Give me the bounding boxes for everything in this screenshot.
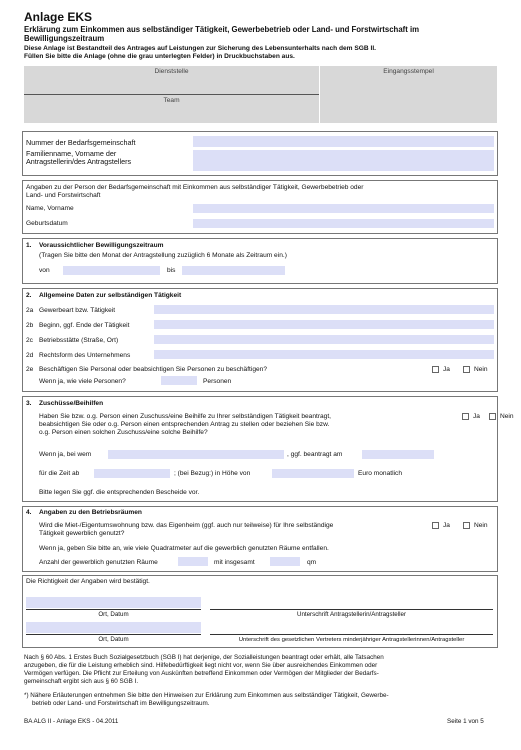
section-2-title: Allgemeine Daten zur selbständigen Tätigkeit [39,292,182,299]
bedarfsgemeinschaft-number-field[interactable] [193,136,494,147]
section-4-number: 4. [26,509,32,516]
person-intro-2: Land- und Forstwirtschaft [26,192,101,199]
qm-label: qm [307,559,317,566]
betrag-field[interactable] [272,469,354,478]
personen-label: Personen [203,378,232,385]
section-1-number: 1. [26,242,32,249]
ja-checkbox[interactable] [432,522,439,529]
section-4-question: Wird die Miet-/Eigentumswohnung bzw. das Eigenheim (ggf. auch nur teilweise) für Ihre selbständige [39,522,334,529]
place-date-line-2 [26,634,201,635]
section-3-title: Zuschüsse/Beihilfen [39,400,104,407]
bis-label: bis [167,267,176,274]
person-name-label: Name, Vorname [26,205,74,212]
row-2a-number: 2a [26,307,34,314]
row-2e-question: Beschäftigen Sie Personal oder beabsichtigen Sie Personen zu beschäftigen? [39,366,268,373]
birthdate-field[interactable] [193,219,494,228]
ja-checkbox[interactable] [432,366,439,373]
quadratmeter-field[interactable] [270,557,300,566]
bezug-label: ; (bei Bezug:) in Höhe von [174,470,251,477]
signature-line-2[interactable] [210,634,493,635]
beantragt-label: , ggf. beantragt am [287,451,343,458]
section-3-question: Haben Sie bzw. o.g. Person einen Zuschuss/eine Beihilfe zu Ihrer selbständigen Tätigkeit beantragt, [39,413,332,420]
place-date-field-2[interactable] [26,622,201,633]
section-3-number: 3. [26,400,32,407]
personen-count-field[interactable] [161,376,197,385]
place-date-line [26,609,201,610]
ja-label: Ja [443,366,450,373]
ja-label: Ja [443,522,450,529]
bei-wem-field[interactable] [108,450,284,459]
ort-datum-label-2: Ort, Datum [98,636,129,643]
beantragt-date-field[interactable] [362,450,434,459]
bei-wem-label: Wenn ja, bei wem [39,451,92,458]
geburtsdatum-label: Geburtsdatum [26,220,68,227]
zeit-ab-label: für die Zeit ab [39,470,80,477]
betriebsstaette-field[interactable] [154,335,494,344]
zeit-ab-field[interactable] [94,469,170,478]
nummer-label: Nummer der Bedarfsgemeinschaft [26,138,136,147]
form-number: BA ALG II - Anlage EKS - 04.2011 [24,718,119,725]
section-3-box [22,396,498,502]
section-4-question-2: Tätigkeit gewerblich genutzt? [39,530,125,537]
person-name-field[interactable] [193,204,494,213]
ja-label: Ja [473,413,480,420]
row-2a-label: Gewerbeart bzw. Tätigkeit [39,307,116,314]
form-note: Diese Anlage ist Bestandteil des Antrages auf Leistungen zur Sicherung des Lebensunterhalts nach dem SGB II. [24,45,376,52]
section-2-number: 2. [26,292,32,299]
team-label: Team [163,97,180,104]
qm-question: Wenn ja, geben Sie bitte an, wie viele Quadratmeter auf die gewerblich genutzten Räume entfallen. [39,545,329,552]
row-2b-label: Beginn, ggf. Ende der Tätigkeit [39,322,130,329]
footnote-line: betrieb oder Land- und Forstwirtschaft im Bewilligungszeitraum. [32,700,210,707]
section-1-title: Voraussichtlicher Bewilligungszeitraum [39,242,164,249]
legal-note-line: Vermögen verfügen. Die Pflicht zur Erteilung von Auskünften betreffend Einkommen oder Vermögen der Mitglieder der Bedarfs- [24,670,379,677]
page-number: Seite 1 von 5 [447,718,484,725]
richtigkeit-label: Die Richtigkeit der Angaben wird bestätigt. [26,578,150,585]
form-subtitle: Erklärung zum Einkommen aus selbständiger Tätigkeit, Gewerbebetrieb oder Land- und Forstwirtschaft im [24,25,420,34]
row-2e-number: 2e [26,366,34,373]
nein-checkbox[interactable] [463,522,470,529]
monatlich-label: Euro monatlich [358,470,402,477]
row-2b-number: 2b [26,322,34,329]
von-label: von [39,267,50,274]
nein-label: Nein [474,366,488,373]
period-from-field[interactable] [63,266,160,275]
unterschrift-vertreter-label: Unterschrift des gesetzlichen Vertreters minderjähriger Antragstellerinnen/Antragsteller [238,637,465,643]
legal-note-line: anzugeben, die für die Leistung erheblich sind. Hilfebedürftigkeit liegt nicht vor, wenn Sie über ausreichendes Einkommen oder [24,662,378,669]
nein-checkbox[interactable] [463,366,470,373]
beginn-ende-field[interactable] [154,320,494,329]
name-label-2: Antragstellerin/des Antragstellers [26,157,132,166]
person-intro: Angaben zu der Person der Bedarfsgemeinschaft mit Einkommen aus selbständiger Tätigkeit, Gewerbebetrieb oder [26,184,364,191]
legal-note-line: Nach § 60 Abs. 1 Erstes Buch Sozialgesetzbuch (SGB I) hat derjenige, der Sozialleistungen beantragt oder erhält, alle Tatsachen [24,654,384,661]
nein-checkbox[interactable] [489,413,496,420]
anzahl-raeume-field[interactable] [178,557,208,566]
row-2d-number: 2d [26,352,34,359]
insgesamt-label: mit insgesamt [214,559,255,566]
bescheide-note: Bitte legen Sie ggf. die entsprechenden Bescheide vor. [39,489,200,496]
nein-label: Nein [500,413,514,420]
eingangsstempel-label: Eingangsstempel [383,68,434,75]
row-2c-label: Betriebsstätte (Straße, Ort) [39,337,119,344]
row-2c-number: 2c [26,337,33,344]
ja-checkbox[interactable] [462,413,469,420]
unterschrift-label: Unterschrift Antragstellerin/Antragsteller [296,611,406,618]
section-4-title: Angaben zu den Betriebsräumen [39,509,142,516]
dienststelle-label: Dienststelle [154,68,189,75]
signature-line[interactable] [210,609,493,610]
dienststelle-line [24,94,319,95]
period-to-field[interactable] [182,266,285,275]
section-1-hint: (Tragen Sie bitte den Monat der Antragstellung zuzüglich 6 Monate als Zeitraum ein.) [39,252,287,259]
legal-note-line: gemeinschaft ergibt sich aus § 60 SGB I. [24,678,139,685]
ort-datum-label: Ort, Datum [98,611,129,618]
footnote-line: *) Nähere Erläuterungen entnehmen Sie bitte den Hinweisen zur Erklärung zum Einkommen aus selbständiger Tätigkeit, Gewerbe- [24,692,389,699]
form-subtitle-2: Bewilligungszeitraum [24,34,105,43]
row-2d-label: Rechtsform des Unternehmens [39,352,131,359]
anzahl-label: Anzahl der gewerblich genutzten Räume [39,559,158,566]
form-note-2: Füllen Sie bitte die Anlage (ohne die grau unterlegten Felder) in Druckbuchstaben aus. [24,53,295,60]
rechtsform-field[interactable] [154,350,494,359]
place-date-field[interactable] [26,597,201,608]
section-3-question-2: beabsichtigen Sie oder o.g. Person einen entsprechenden Antrag zu stellen oder beziehen Sie bzw. [39,421,330,428]
wieviele-label: Wenn ja, wie viele Personen? [39,378,126,385]
gewerbeart-field[interactable] [154,305,494,314]
form-title: Anlage EKS [24,10,93,24]
section-3-question-3: o.g. Person einen solchen Zuschuss/eine solche Beihilfe? [39,429,208,436]
applicant-name-field[interactable] [193,150,494,171]
nein-label: Nein [474,522,488,529]
name-label: Familienname, Vorname der [26,149,117,158]
